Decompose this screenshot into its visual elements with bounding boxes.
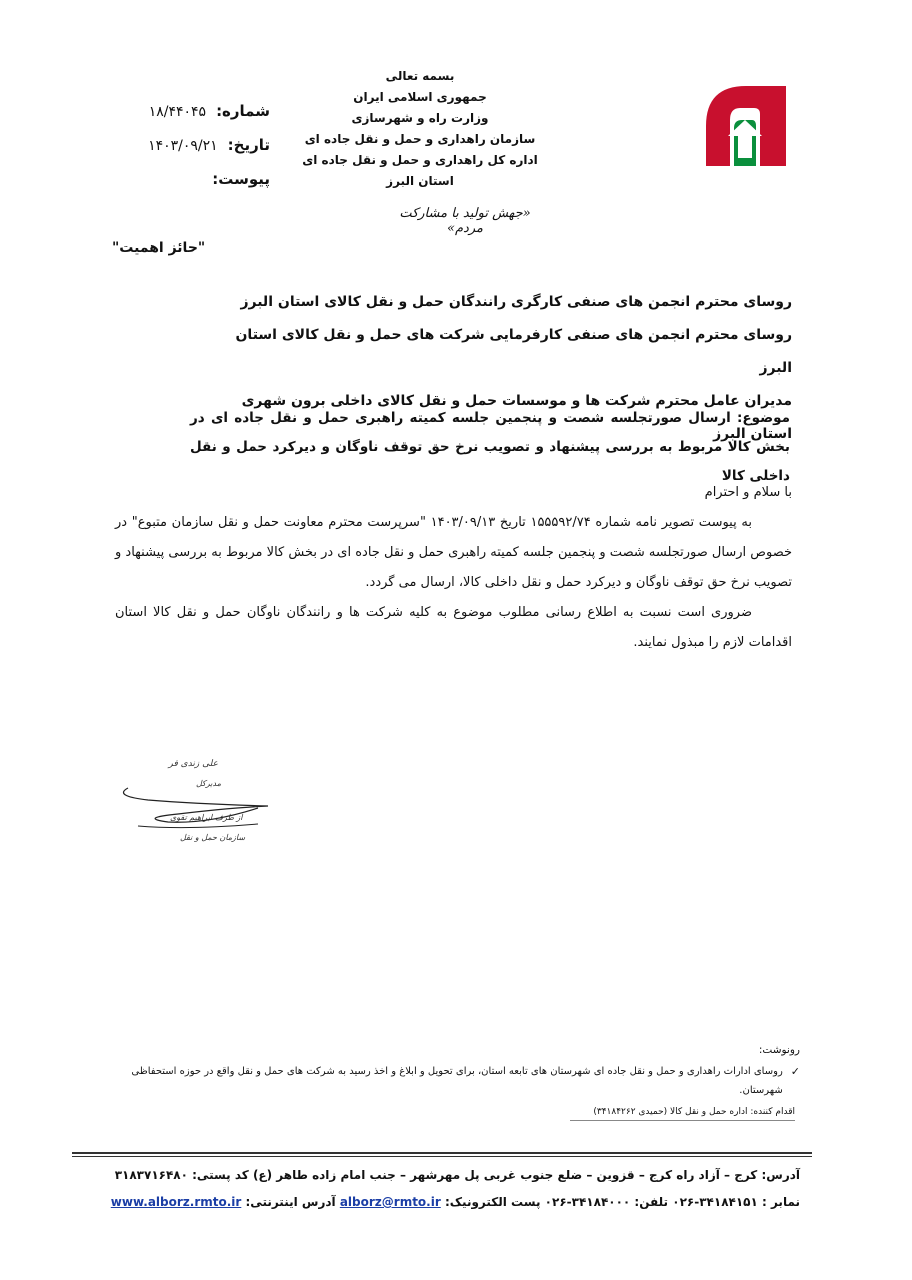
date-value: ۱۴۰۳/۰۹/۲۱ [148,138,218,154]
addressee-line: روسای محترم انجمن های صنفی کارفرمایی شرکت های حمل و نقل کالای استان البرز [235,327,792,376]
body-paragraph: به پیوست تصویر نامه شماره ۱۵۵۵۹۲/۷۴ تاریخ ۱۴۰۳/۰۹/۱۳ "سرپرست محترم معاونت حمل و نقل سازمان متبوع" در خصوص ارسال صورتجلسه شصت و پنجمین جلسه کمیته راهبری حمل و نقل جاده ای در بخش کالا مربوط به بررسی پیشنهاد و تصویب نرخ حق توقف ناوگان و دیرکرد حمل و نقل داخلی کالا، ارسال می گردد. [115,515,792,590]
stamp-line-1: از طرف ابراهیم تقوی [170,813,243,822]
number-label: شماره: [216,102,270,120]
footer-divider [72,1152,812,1154]
initiator: اقدام کننده: اداره حمل و نقل کالا (حمیدی ۳۴۱۸۴۲۶۲) [570,1107,795,1121]
letterhead [290,66,550,192]
footer-contacts [110,1189,800,1216]
email-link[interactable]: alborz@rmto.ir [339,1195,441,1209]
department-name: اداره کل راهداری و حمل و نقل جاده ای استان البرز [302,153,538,188]
attachment-label: پیوست: [212,170,270,188]
attachment-row [110,170,270,204]
cc-title: رونوشت: [758,1044,800,1056]
addressee-line: روسای محترم انجمن های صنفی کارگری رانندگان حمل و نقل کالای استان البرز [240,294,792,310]
email-label: پست الکترونیک: [444,1195,541,1209]
fax-text: نمابر : ۳۴۱۸۴۱۵۱-۰۲۶ [672,1195,800,1209]
phone-text: تلفن: ۳۴۱۸۴۰۰۰-۰۲۶ [544,1195,669,1209]
number-row [110,102,270,136]
signature-title: مدیرکل [196,779,221,788]
check-icon: ✓ [790,1065,800,1078]
signature-underline [138,824,258,828]
organization-name: سازمان راهداری و حمل و نقل جاده ای [304,132,536,146]
importance-note: "حائز اهمیت" [112,240,206,256]
number-value: ۱۸/۴۴۰۴۵ [148,104,207,120]
letter-meta [110,102,270,204]
logo-arrow-icon [728,120,762,158]
footer-address: آدرس: کرج – آزاد راه کرج – قزوین – ضلع جنوب غربی پل مهرشهر – جنب امام زاده طاهر (ع) کد پستی: ۳۱۸۳۷۱۶۴۸۰ [114,1168,800,1182]
country-name: جمهوری اسلامی ایران [353,90,487,104]
invocation: بسمه تعالی [385,69,455,83]
ministry-name: وزارت راه و شهرسازی [351,111,489,125]
footer-divider [72,1156,812,1157]
signature [108,748,278,858]
footer [110,1162,800,1216]
body-paragraph: ضروری است نسبت به اطلاع رسانی مطلوب موضوع به کلیه شرکت ها و رانندگان ناوگان حمل و نقل کالا استان اقدامات لازم را مبذول نمایند. [115,605,792,650]
stamp-line-2: سازمان حمل و نقل [180,833,246,842]
website-label: آدرس اینترنتی: [245,1195,336,1209]
cc-item [110,1062,800,1100]
carbon-copy [110,1044,800,1100]
rmto-logo [700,80,792,172]
letter-body [115,478,792,658]
addressee-line: مدیران عامل محترم شرکت ها و موسسات حمل و نقل کالای داخلی برون شهری استان البرز [241,393,792,442]
cc-text: روسای ادارات راهداری و حمل و نقل جاده ای شهرستان های تابعه استان، برای تحویل و ابلاغ و اخذ رسید به شرکت های حمل و نقل واقع در حوزه استحفاظی شهرستان. [131,1066,783,1096]
subject: موضوع: ارسال صورتجلسه شصت و پنجمین جلسه کمیته راهبری حمل و نقل جاده ای در بخش کالا مربوط به بررسی پیشنهاد و تصویب نرخ حق توقف ناوگان و دیرکرد حمل و نقل داخلی کالا [190,410,790,484]
date-label: تاریخ: [227,136,270,154]
signature-name: علی زندی فر [168,759,218,769]
greeting: با سلام و احترام [704,485,792,500]
date-row [110,136,270,170]
website-link[interactable]: www.alborz.rmto.ir [110,1195,242,1209]
slogan: «جهش تولید با مشارکت مردم» [399,206,531,236]
